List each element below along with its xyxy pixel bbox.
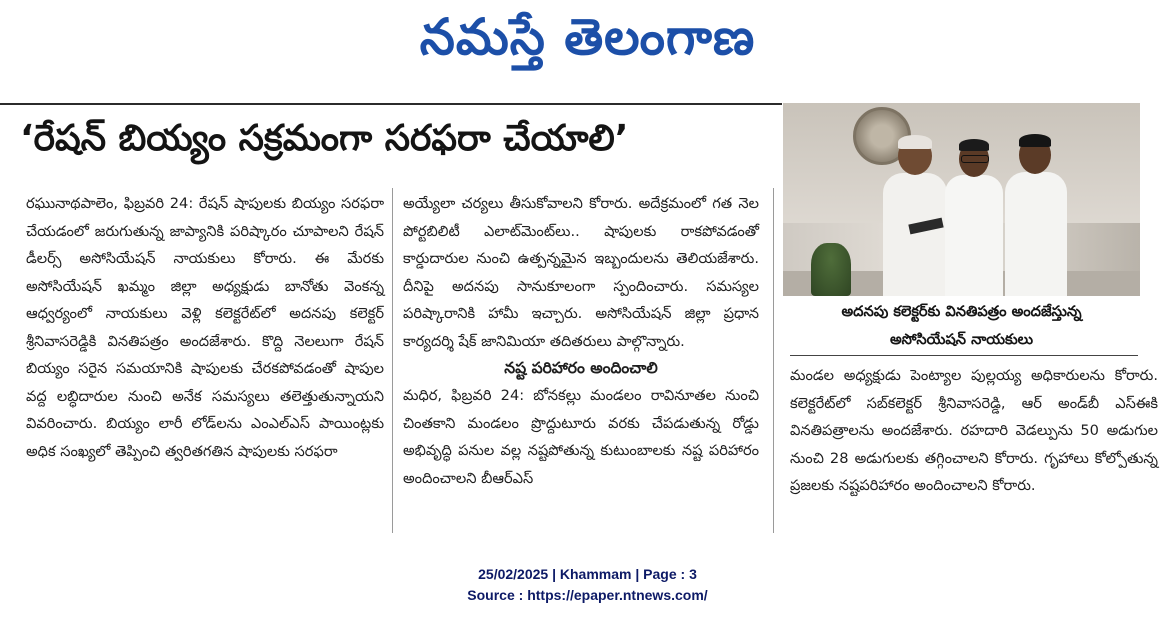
article-paragraph: రఘునాథపాలెం, ఫిబ్రవరి 24: రేషన్‌ షాపులకు బియ్యం సరఫరా చేయడంలో జరుగుతున్న జాప్యానికి పరిష్కారం చూపాలని రేషన్‌ డీలర్స్‌ అసోసియేషన్‌ నాయకులు కోరారు. ఈ మేరకు అసోసియేషన్‌ ఖమ్మం జిల్లా అధ్యక్షుడు బానోతు వెంకన్న ఆధ్వర్యంలో నాయకులు వెళ్లి కలెక్టరేట్‌లో అదనపు కలెక్టర్‌ శ్రీనివాసరెడ్డికి వినతిపత్రం అందజేశారు. కొద్ది నెలలుగా రేషన్‌ బియ్యం సరైన సమయానికి షాపులకు చేరకపోవడంతో షాపుల వద్ద లబ్ధిదారుల నుంచి అనేక సమస్యలు తలెత్తుతున్నాయని వివరించారు. బియ్యం లారీ లోడ్‌లను ఎంఎల్‌ఎస్‌ పాయింట్లకు అధిక సంఖ్యలో తెప్పించి త్వరితగతిన షాపులకు సరఫరా (26, 195, 384, 460)
sub-headline: నష్ట పరిహారం అందించాలి (504, 359, 658, 377)
photo-caption (783, 298, 1140, 354)
column-divider (773, 188, 774, 533)
masthead (0, 0, 1175, 80)
article-paragraph: మధిర, ఫిబ్రవరి 24: బోనకల్లు మండలం రావినూతల నుంచి చింతకాని మండలం ప్రొద్దుటూరు వరకు చేపడుతున్న రోడ్డు అభివృద్ధి పనుల వల్ల నష్టపోతున్న కుటుంబాలకు నష్ట పరిహారం అందించాలని బీఆర్‌ఎస్‌ (403, 387, 759, 487)
column-divider (392, 188, 393, 533)
photo-caption-line: అసోసియేషన్‌ నాయకులు (889, 331, 1034, 348)
newspaper-name: నమస్తే తెలంగాణ (419, 8, 756, 66)
top-rule (0, 103, 782, 105)
article-paragraph: అయ్యేలా చర్యలు తీసుకోవాలని కోరారు. అదేక్రమంలో గత నెల పోర్టబిలిటీ ఎలాట్‌మెంట్‌లు.. షాపులకు రాకపోవడంతో కార్డుదారుల నుంచి ఉత్పన్నమైన ఇబ్బందులను తెలియజేశారు. దీనిపై అదనపు సానుకూలంగా స్పందించారు. సమస్యల పరిష్కారానికి హామీ ఇచ్చారు. అసోసియేషన్‌ జిల్లా ప్రధాన కార్యదర్శి షేక్‌ జానిమియా తదితరులు పాల్గొన్నారు. (403, 195, 759, 350)
plant-icon (811, 243, 851, 296)
footer-source: Source : https://epaper.ntnews.com/ (467, 587, 708, 603)
photo-caption-line: అదనపు కలెక్టర్‌కు వినతిపత్రం అందజేస్తున్న (841, 303, 1082, 320)
article-headline: ‘రేషన్‌ బియ్యం సక్రమంగా సరఫరా చేయాలి’ (20, 118, 629, 159)
article-column-1 (26, 190, 384, 465)
caption-rule (790, 355, 1138, 356)
news-photo (783, 103, 1140, 296)
footer-date-edition: 25/02/2025 | Khammam | Page : 3 (478, 566, 697, 582)
article-column-2 (403, 190, 759, 492)
article-column-3 (790, 362, 1158, 500)
article-paragraph: మండల అధ్యక్షుడు పెంట్యాల పుల్లయ్య అధికారులను కోరారు. కలెక్టరేట్‌లో సబ్‌కలెక్టర్‌ శ్రీనివాసరెడ్డి, ఆర్‌ అండ్‌బీ ఎస్‌ఈకి వినతిపత్రాలను అందజేశారు. రహదారి వెడల్పును 50 అడుగుల నుంచి 28 అడుగులకు తగ్గించాలని కోరారు. గృహాలు కోల్పోతున్న ప్రజలకు నష్టపరిహారం అందించాలని కోరారు. (790, 367, 1158, 494)
